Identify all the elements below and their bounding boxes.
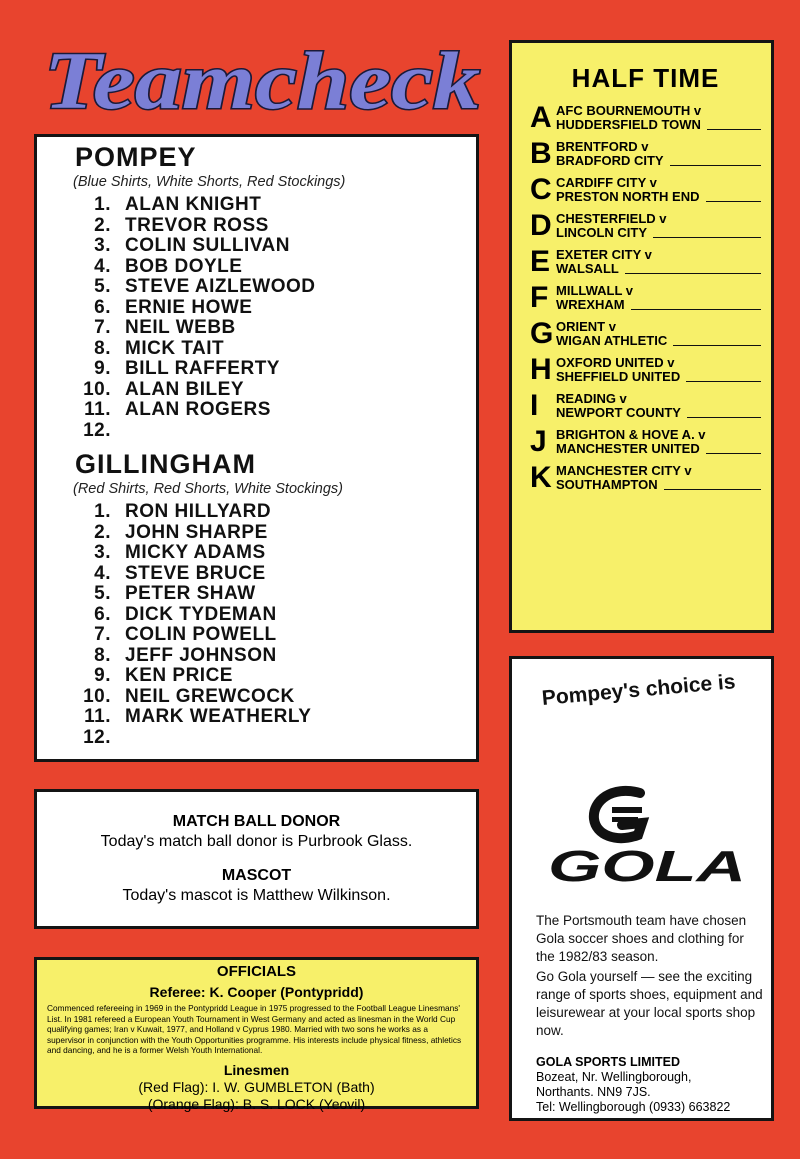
player-row xyxy=(75,339,476,360)
company-name: GOLA SPORTS LIMITED xyxy=(536,1055,680,1069)
title-graphic xyxy=(38,30,488,130)
match-letter: E xyxy=(530,245,551,278)
match-away: LINCOLN CITY xyxy=(556,225,647,240)
gola-brand-text: GOLA xyxy=(548,842,746,889)
player-number: 12. xyxy=(83,419,111,441)
player-row xyxy=(75,666,476,687)
mascot-text: Today's mascot is Matthew Wilkinson. xyxy=(122,887,391,904)
match-away: SOUTHAMPTON xyxy=(556,477,658,492)
halftime-match-row xyxy=(530,352,761,388)
team2-player-list xyxy=(75,502,476,748)
match-letter: D xyxy=(530,209,552,242)
player-number: 2. xyxy=(94,214,111,236)
match-teams xyxy=(556,176,761,204)
halftime-match-row xyxy=(530,100,761,136)
player-number: 10. xyxy=(83,685,111,707)
player-name: ALAN KNIGHT xyxy=(125,194,262,215)
team2-kit: (Red Shirts, Red Shorts, White Stockings) xyxy=(73,481,343,497)
match-teams xyxy=(556,428,761,456)
player-row xyxy=(75,216,476,237)
team1-kit: (Blue Shirts, White Shorts, Red Stockings) xyxy=(73,174,346,190)
team2-name: GILLINGHAM xyxy=(75,449,256,479)
player-row xyxy=(75,625,476,646)
player-number: 3. xyxy=(94,542,111,563)
player-number: 7. xyxy=(94,317,111,338)
player-number: 7. xyxy=(94,624,111,645)
player-name: BOB DOYLE xyxy=(125,255,243,277)
ad-body xyxy=(536,912,766,1042)
match-home: BRIGHTON & HOVE A. v xyxy=(556,427,706,442)
halftime-match-row xyxy=(530,280,761,316)
match-home: EXETER CITY v xyxy=(556,247,652,262)
player-name: ERNIE HOWE xyxy=(125,296,253,318)
player-number: 4. xyxy=(94,255,111,277)
match-home: MANCHESTER CITY v xyxy=(556,463,692,478)
player-number: 6. xyxy=(94,603,111,625)
player-name: NEIL GREWCOCK xyxy=(125,685,295,707)
player-row xyxy=(75,400,476,421)
player-row xyxy=(75,584,476,605)
mascot-heading: MASCOT xyxy=(221,867,292,884)
gola-advert xyxy=(509,656,774,1121)
player-name: JOHN SHARPE xyxy=(125,521,268,543)
donor-text: Today's match ball donor is Purbrook Glass. xyxy=(100,833,413,850)
match-letter: G xyxy=(530,317,554,350)
donor-panel xyxy=(34,789,479,929)
player-row xyxy=(75,728,476,749)
match-teams xyxy=(556,392,761,420)
ad-company xyxy=(536,1055,768,1115)
match-home: CHESTERFIELD v xyxy=(556,211,667,226)
player-number: 9. xyxy=(94,358,111,379)
match-home: OXFORD UNITED v xyxy=(556,355,675,370)
linesman-orange: (Orange Flag): B. S. LOCK (Yeovil) xyxy=(147,1095,366,1112)
player-name: STEVE AIZLEWOOD xyxy=(125,276,316,297)
player-row xyxy=(75,359,476,380)
score-blank xyxy=(706,442,761,454)
match-letter: F xyxy=(530,281,549,314)
halftime-title: HALF TIME xyxy=(571,63,720,93)
team1-name: POMPEY xyxy=(75,142,197,172)
player-number: 3. xyxy=(94,235,111,256)
halftime-match-row xyxy=(530,424,761,460)
match-away: MANCHESTER UNITED xyxy=(556,441,700,456)
player-row xyxy=(75,298,476,319)
player-row xyxy=(75,257,476,278)
halftime-match-row xyxy=(530,460,761,496)
halftime-match-row xyxy=(530,172,761,208)
score-blank xyxy=(664,478,761,490)
match-teams xyxy=(556,140,761,168)
donor-heading: MATCH BALL DONOR xyxy=(172,813,341,830)
player-number: 2. xyxy=(94,521,111,543)
score-blank xyxy=(673,334,761,346)
player-number: 5. xyxy=(94,583,111,604)
officials-panel xyxy=(34,957,479,1112)
team-sheet xyxy=(34,134,479,762)
player-row xyxy=(75,318,476,339)
player-number: 8. xyxy=(94,644,111,666)
player-number: 1. xyxy=(94,501,111,522)
match-letter: K xyxy=(530,461,552,494)
player-row xyxy=(75,687,476,708)
player-name: DICK TYDEMAN xyxy=(125,603,277,625)
score-blank xyxy=(687,406,761,418)
company-address-1: Bozeat, Nr. Wellingborough, xyxy=(536,1070,692,1084)
match-teams xyxy=(556,356,761,384)
gola-logo-icon xyxy=(542,779,752,889)
match-teams xyxy=(556,212,761,240)
title-text: Teamcheck xyxy=(44,35,480,126)
player-row xyxy=(75,564,476,585)
player-row xyxy=(75,421,476,442)
player-number: 10. xyxy=(83,378,111,400)
match-letter: J xyxy=(530,425,547,458)
player-row xyxy=(75,646,476,667)
match-away: BRADFORD CITY xyxy=(556,153,664,168)
score-blank xyxy=(707,118,761,130)
player-number: 12. xyxy=(83,726,111,748)
player-number: 4. xyxy=(94,562,111,584)
match-letter: A xyxy=(530,101,552,134)
player-row xyxy=(75,543,476,564)
player-row xyxy=(75,605,476,626)
referee-bio: Commenced refereeing in 1969 in the Pontypridd League in 1975 progressed to the Football League Linesmans' List. In 1981 refereed a European Youth Tournament in West Germany and acted as linesman in the World Cup qualifying games; Iran v Kuwait, 1977, and Holland v Cyprus 1980. Married with two sons he works as a supervisor in conjunction with the Youth Opportunities programme. His interests include physical fitness, athletics and dancing, and he is a former Welsh Youth International. xyxy=(47,1003,462,1055)
match-letter: I xyxy=(530,389,539,422)
linesmen-heading: Linesmen xyxy=(223,1061,290,1078)
officials-heading: OFFICIALS xyxy=(216,963,297,980)
page-title xyxy=(38,30,488,130)
match-away: NEWPORT COUNTY xyxy=(556,405,681,420)
player-row xyxy=(75,277,476,298)
match-home: ORIENT v xyxy=(556,319,616,334)
match-home: AFC BOURNEMOUTH v xyxy=(556,103,702,118)
score-blank xyxy=(670,154,761,166)
match-away: WIGAN ATHLETIC xyxy=(556,333,668,348)
player-name: TREVOR ROSS xyxy=(125,214,269,236)
linesman-red: (Red Flag): I. W. GUMBLETON (Bath) xyxy=(138,1078,375,1095)
player-number: 1. xyxy=(94,194,111,215)
ad-paragraph-2: Go Gola yourself — see the exciting range of sports shoes, equipment and leisurewear at your local sports shop now. xyxy=(536,969,763,1038)
player-name: COLIN SULLIVAN xyxy=(125,235,290,256)
player-name: JEFF JOHNSON xyxy=(125,644,277,666)
ad-paragraph-1: The Portsmouth team have chosen Gola soccer shoes and clothing for the 1982/83 season. xyxy=(536,913,747,964)
player-name: KEN PRICE xyxy=(125,665,233,686)
player-number: 11. xyxy=(84,399,111,420)
player-row xyxy=(75,380,476,401)
ad-headline: Pompey's choice is xyxy=(540,670,737,710)
match-letter: B xyxy=(530,137,552,170)
player-row xyxy=(75,523,476,544)
player-number: 6. xyxy=(94,296,111,318)
player-name: MARK WEATHERLY xyxy=(125,706,312,727)
player-name: ALAN ROGERS xyxy=(125,399,271,420)
match-away: WREXHAM xyxy=(556,297,625,312)
match-teams xyxy=(556,464,761,492)
score-blank xyxy=(631,298,761,310)
match-teams xyxy=(556,284,761,312)
halftime-list xyxy=(530,100,761,496)
player-number: 11. xyxy=(84,706,111,727)
match-home: READING v xyxy=(556,391,627,406)
match-letter: H xyxy=(530,353,552,386)
match-home: MILLWALL v xyxy=(556,283,634,298)
match-teams xyxy=(556,248,761,276)
score-blank xyxy=(686,370,761,382)
halftime-match-row xyxy=(530,208,761,244)
match-away: WALSALL xyxy=(556,261,619,276)
player-number: 9. xyxy=(94,665,111,686)
player-name: COLIN POWELL xyxy=(125,624,277,645)
player-row xyxy=(75,236,476,257)
score-blank xyxy=(653,226,761,238)
player-number: 8. xyxy=(94,337,111,359)
halftime-match-row xyxy=(530,316,761,352)
player-name: ALAN BILEY xyxy=(125,378,244,400)
player-name: PETER SHAW xyxy=(125,583,256,604)
halftime-panel xyxy=(509,40,774,633)
match-away: PRESTON NORTH END xyxy=(556,189,700,204)
halftime-match-row xyxy=(530,136,761,172)
company-tel: Tel: Wellingborough (0933) 663822 xyxy=(536,1100,731,1114)
player-row xyxy=(75,707,476,728)
team1-player-list xyxy=(75,195,476,441)
halftime-match-row xyxy=(530,244,761,280)
player-name: MICK TAIT xyxy=(125,337,225,359)
player-name: NEIL WEBB xyxy=(125,317,236,338)
player-row xyxy=(75,195,476,216)
player-row xyxy=(75,502,476,523)
score-blank xyxy=(625,262,761,274)
player-name: STEVE BRUCE xyxy=(125,562,266,584)
match-away: SHEFFIELD UNITED xyxy=(556,369,681,384)
player-number: 5. xyxy=(94,276,111,297)
match-away: HUDDERSFIELD TOWN xyxy=(556,117,701,132)
match-letter: C xyxy=(530,173,552,206)
player-name: MICKY ADAMS xyxy=(125,542,266,563)
match-home: CARDIFF CITY v xyxy=(556,175,657,190)
score-blank xyxy=(706,190,762,202)
referee-name: Referee: K. Cooper (Pontypridd) xyxy=(149,984,364,1000)
company-address-2: Northants. NN9 7JS. xyxy=(536,1085,651,1099)
match-home: BRENTFORD v xyxy=(556,139,649,154)
player-name: RON HILLYARD xyxy=(125,501,272,522)
halftime-match-row xyxy=(530,388,761,424)
player-name: BILL RAFFERTY xyxy=(125,358,280,379)
match-teams xyxy=(556,104,761,132)
match-teams xyxy=(556,320,761,348)
